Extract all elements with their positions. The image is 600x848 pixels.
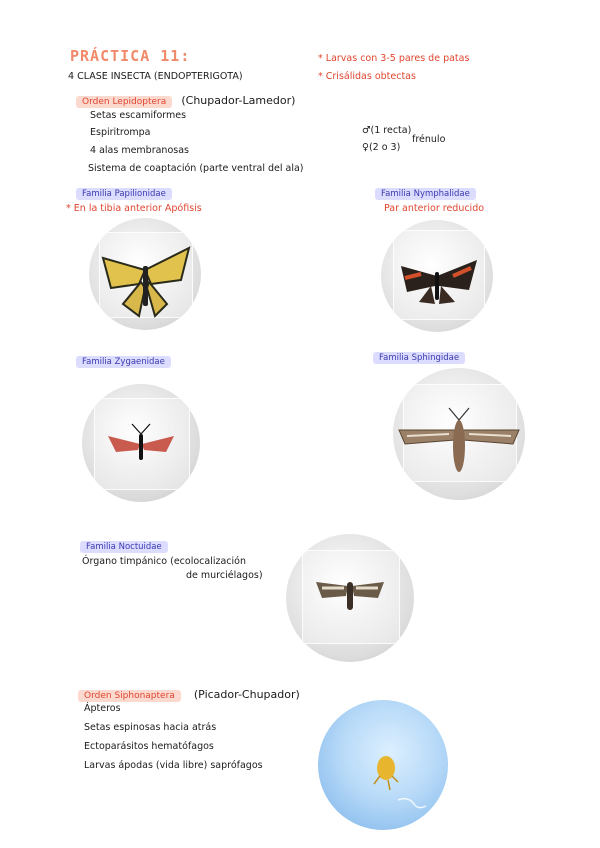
trait-item: Setas escamiformes xyxy=(90,110,187,121)
siphonaptera-photo xyxy=(318,700,448,830)
red-admiral-butterfly-icon xyxy=(381,220,493,332)
trait-item: Larvas ápodas (vida libre) saprófagos xyxy=(84,760,263,771)
order-siphonaptera xyxy=(78,683,300,702)
nymphalidae-photo xyxy=(381,220,493,332)
page-title: PRÁCTICA 11: xyxy=(70,47,191,65)
noctuidae-photo xyxy=(286,534,414,662)
male-note: ♂(1 recta) xyxy=(362,125,412,136)
family-nymphalidae-label: Familia Nymphalidae xyxy=(375,181,476,200)
trait-item: Espiritrompa xyxy=(90,127,151,138)
burnet-moth-icon xyxy=(82,384,200,502)
trait-item: Ectoparásitos hematófagos xyxy=(84,741,214,752)
noctuid-moth-icon xyxy=(286,534,414,662)
class-line: 4 CLASE INSECTA (ENDOPTERIGOTA) xyxy=(68,71,243,82)
papilionidae-photo xyxy=(89,218,201,330)
papilionidae-note: * En la tibia anterior Apófisis xyxy=(66,203,202,214)
trait-item: Setas espinosas hacia atrás xyxy=(84,722,217,733)
female-note: ♀(2 o 3) xyxy=(362,142,401,153)
flea-icon xyxy=(318,700,448,830)
trait-item: Ápteros xyxy=(84,703,121,714)
swallowtail-butterfly-icon xyxy=(89,218,201,330)
noctuidae-note-line2: de murciélagos) xyxy=(186,570,263,581)
order-lepidoptera-note: (Chupador-Lamedor) xyxy=(181,94,296,107)
nymphalidae-note: Par anterior reducido xyxy=(384,203,485,214)
note-larvas: * Larvas con 3-5 pares de patas xyxy=(318,53,470,64)
frenulo-note: frénulo xyxy=(412,134,446,145)
order-lepidoptera xyxy=(76,89,295,108)
order-siphonaptera-label: Orden Siphonaptera xyxy=(78,690,181,702)
trait-item: 4 alas membranosas xyxy=(90,145,189,156)
sphingidae-photo xyxy=(393,368,525,500)
family-zygaenidae-label: Familia Zygaenidae xyxy=(76,349,171,368)
hawk-moth-icon xyxy=(393,368,525,500)
family-noctuidae-label: Familia Noctuidae xyxy=(80,534,168,553)
note-crisalidas: * Crisálidas obtectas xyxy=(318,71,416,82)
trait-item: Sistema de coaptación (parte ventral del ala) xyxy=(88,163,304,174)
noctuidae-note-line1: Órgano timpánico (ecolocalización xyxy=(82,556,246,567)
zygaenidae-photo xyxy=(82,384,200,502)
family-sphingidae-label: Familia Sphingidae xyxy=(373,345,465,364)
order-lepidoptera-label: Orden Lepidoptera xyxy=(76,96,172,108)
order-siphonaptera-note: (Picador-Chupador) xyxy=(193,688,300,701)
family-papilionidae-label: Familia Papilionidae xyxy=(76,181,172,200)
